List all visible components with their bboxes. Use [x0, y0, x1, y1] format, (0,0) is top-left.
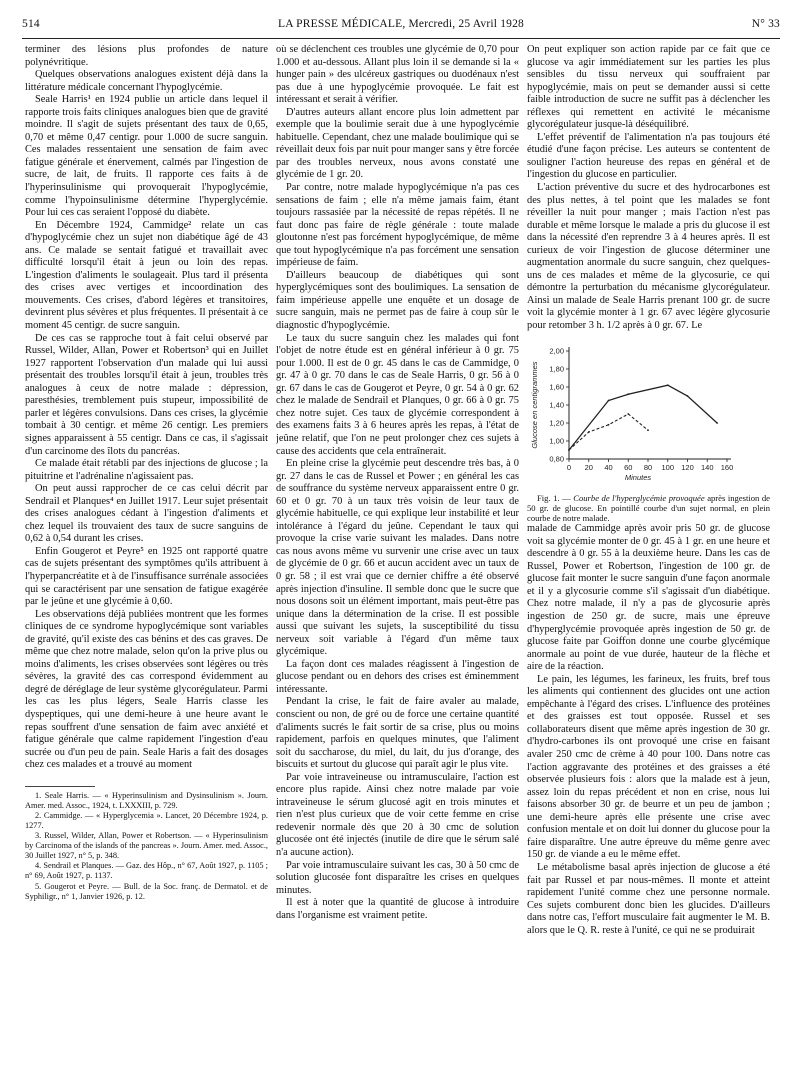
caption-label: Fig. 1. — — [537, 492, 571, 503]
data-point — [687, 395, 689, 397]
x-tick-label: 20 — [584, 462, 593, 472]
data-point — [627, 413, 629, 415]
paragraph: Le pain, les légumes, les farineux, les fruits, bref tous les aliments qui contiennent des glucides ont une action empêchante à l'égard des crises. L'influence des protéines et des graisses est tout opposée. Russel et ses collaborateurs disent que même après ingestion de 30 gr. d'hydro-carbones ils ont provoqué une crise en faisant avaler 250 cmc de crème à 40 pour 100. Dans notre cas l'action aggravante des protéines et des graisses a été observée plusieurs fois : alors que la malade est à jeun, assez loin du repas précédent et non en crise, nous lui faisons absorber 30 gr. de beurre et un peu de jambon ; une demi-heure après elle présente une crise avec confusion mentale et on doit lui donner du glucose pour la faire disparaître. Une autre épreuve du même genre avec 150 gr. de viande a eu le même effet. — [527, 673, 770, 861]
caption-text: après ingestion de 50 gr. de glucose. En pointillé courbe d'un sujet normal, en plein courbe de notre malade. — [527, 492, 770, 523]
paragraph: Le taux du sucre sanguin chez les malades qui font l'objet de notre étude est en général inférieur à 0 gr. 75 pour 1.000. Il est de 0 gr. 45 dans le cas de Cammidge, 0 gr. 47 à 0 gr. 70 dans le cas de Seale Harris, 0 gr. 56 à 0 gr. 67 dans le cas de Gougerot et Peyre, 0 gr. 54 à 0 gr. 62 chez le malade de Sendrail et Planques, 0 gr. 66 à 0 gr. 75 chez notre sujet. Ces taux de glycémie correspondent à des examens faits 3 à 6 heures après les repas, à l'état de jeûne relatif, que l'on ne peut prolonger chez ces sujets à cause des accidents que cela entraînerait. — [276, 332, 519, 457]
y-tick-label: 0,80 — [549, 454, 564, 464]
data-point — [588, 431, 590, 433]
footnote: 4. Sendrail et Planques. — Gaz. des Hôp., n° 67, Août 1927, p. 1105 ; n° 69, Août 1927, p. 1137. — [25, 861, 268, 881]
data-point — [608, 423, 610, 425]
y-axis-label: Glucose en centigrammes — [530, 361, 539, 449]
x-tick-label: 80 — [643, 462, 653, 472]
paragraph: L'action préventive du sucre et des hydrocarbones est des plus nettes, à tel point que les malades se font réveiller la nuit pour manger ; mais l'action n'est pas durable et même lorsque le malade a pris du glucose il est dans la nécessité d'en reprendre 3 à 4 heures après. Il est curieux de voir l'ingestion de glucose déterminer une augmentation anormale du sucre sanguin, chez quelques-uns de ces malades et même de la glycosurie, ce qui démontre la perturbation du mécanisme glycorégulateur. Ainsi un malade de Seale Harris prenant 100 gr. de sucre voit la glycémie monter à 1 gr. 67 avec légère glycosurie pour retomber 3 h. 1/2 après à 0 gr. 67. Le — [527, 182, 770, 332]
patient-curve — [569, 385, 717, 450]
paragraph: Pendant la crise, le fait de faire avaler au malade, conscient ou non, de gré ou de force une certaine quantité d'aliments sucrés le fait sortir de sa crise, plus ou moins rapidement, parfois en quelques minutes, que l'aliment soit du saccharose, du miel, du lait, du jus d'orange, des biscuits et surtout du glucose qui paraît agir le plus vite. — [276, 696, 519, 771]
x-tick-label: 120 — [681, 462, 694, 472]
y-tick-label: 1,40 — [549, 400, 564, 410]
x-axis-label: Minutes — [624, 472, 652, 482]
x-tick-label: 0 — [566, 462, 572, 472]
paragraph: Il est à noter que la quantité de glucose à introduire dans l'organisme est vraiment petite. — [276, 897, 519, 921]
column-3 — [527, 44, 770, 1074]
y-tick-label: 1,60 — [549, 382, 564, 392]
x-tick-label: 140 — [700, 462, 714, 472]
footnote-rule — [25, 786, 95, 787]
x-tick-label: 60 — [624, 462, 633, 472]
x-tick-label: 40 — [604, 462, 613, 472]
journal-title: LA PRESSE MÉDICALE, Mercredi, 25 Avril 1928 — [277, 18, 525, 30]
page-number: 514 — [22, 18, 40, 30]
paragraph: De ces cas se rapproche tout à fait celui observé par Russel, Wilder, Allan, Power et Robertson³ qui en Juillet 1927 rapportent l'observation d'un malade qui lui aussi présentait des troubles lorsqu'il était à jeun, troubles très analogues à ceux de notre malade : dépression, paresthésies, tremblement puis stupeur, impossibilité de parler et légères convulsions. Dans ces crises, la glycémie tombait à 30 centigr. et même 26 centigr. Les premiers signes apparaissent à 55 centigr. Dans ce cas, il s'agissait d'un carcinome des îlots du pancréas. — [25, 332, 268, 457]
paragraph: D'autres auteurs allant encore plus loin admettent par exemple que la boulimie serait due à une hypoglycémie habituelle. Cependant, chez une malade boulimique qui se réveillait deux fois par nuit pour manger sans y être forcée par des troubles nerveux, nous avons constaté une glycémie de 1 gr. 20. — [276, 106, 519, 181]
normal-subject-curve — [569, 414, 648, 450]
paragraph: L'effet préventif de l'alimentation n'a pas toujours été étudié d'une façon précise. Les auteurs se contentent de souligner l'action heureuse des repas en général et de l'ingestion du glucose en particulier. — [527, 131, 770, 181]
paragraph: terminer des lésions plus profondes de nature polynévritique. — [25, 44, 268, 68]
footnote: 5. Gougerot et Peyre. — Bull. de la Soc. franç. de Dermatol. et de Syphiligr., n° 1, Janvier 1926, p. 12. — [25, 881, 268, 901]
paragraph: D'ailleurs beaucoup de diabétiques qui sont hyperglycémiques sont des boulimiques. La sensation de faim impérieuse appelle une enquête et un dosage de sucre sanguin, mais ne permet pas de faire à coup sûr le diagnostic d'hypoglycémie. — [276, 269, 519, 332]
paragraph: Ce malade était rétabli par des injections de glucose ; la pituitrine et l'adrénaline n'agissaient pas. — [25, 458, 268, 482]
caption-title: Courbe de l'hyperglycémie provoquée — [573, 492, 705, 503]
y-tick-label: 1,20 — [549, 418, 564, 428]
data-point — [667, 384, 669, 386]
paragraph: La façon dont ces malades réagissent à l'ingestion de glucose pendant ou en dehors des crises est éminemment intéressante. — [276, 658, 519, 695]
data-point — [647, 429, 649, 431]
paragraph: Le métabolisme basal après injection de glucose a été fait par Russel et par nous-mêmes. Il monte et atteint rapidement l'unité comme chez une personne normale. Ces sujets comburent donc bien les glucides. D'ailleurs dans notre cas, l'effort musculaire fait augmenter le M. B. alors que le Q. R. reste à l'unité, ce qui ne se produirait — [527, 861, 770, 936]
header-rule — [22, 38, 780, 39]
paragraph: où se déclenchent ces troubles une glycémie de 0,70 pour 1.000 et au-dessous. Allant plus loin il se demande si la « hunger pain » des ulcéreux gastriques ou duodénaux n'est pas due à une hypoglycémie provoquée. Le fait est intéressant et serait à vérifier. — [276, 44, 519, 106]
x-tick-label: 160 — [720, 462, 734, 472]
page-header — [22, 14, 780, 38]
paragraph: Par contre, notre malade hypoglycémique n'a pas ces sensations de faim ; elle n'a même jamais faim, étant toujours rassasiée par la nécessité de repas répétés. Il ne faut donc pas faire de règle générale : toute malade gloutonne n'est pas forcément hypoglycémique, de même que tout hypoglycémique n'a pas forcément une sensation impérieuse de faim. — [276, 182, 519, 269]
footnote: 2. Cammidge. — « Hyperglycemia ». Lancet, 20 Décembre 1924, p. 1277. — [25, 810, 268, 830]
data-point — [627, 393, 629, 395]
y-tick-label: 1,00 — [549, 436, 564, 446]
data-point — [568, 449, 570, 451]
issue-number: N° 33 — [751, 18, 780, 30]
paragraph: On peut expliquer son action rapide par ce fait que ce glucose va agir immédiatement sur les parties les plus sensibles du tissu nerveux qui souffraient par hypoglycémie, mais on peut se demander aussi si cette faible introduction de sucre ne suffit pas à déclencher les réflexes qui remettent en activité le mécanisme glycorégulateur jusque-là déséquilibré. — [527, 44, 770, 131]
y-tick-label: 1,80 — [549, 364, 564, 374]
paragraph: On peut aussi rapprocher de ce cas celui décrit par Sendrail et Planques⁴ en Juillet 1917. Leur sujet présentait des crises analogues cédant à l'ingestion d'aliments et chez lequel ils trouvaient des taux de sucre sanguins de 0,62 à 0,54 durant les crises. — [25, 483, 268, 545]
column-2 — [276, 44, 519, 1074]
footnote: 1. Seale Harris. — « Hyperinsulinism and Dysinsulinism ». Journ. Amer. med. Assoc., 1924, t. LXXXIII, p. 729. — [25, 790, 268, 810]
paragraph: Les observations déjà publiées montrent que les formes cliniques de ce syndrome hypoglycémique sont variables de gravité, qu'il existe des cas bénins et des cas graves. De même que chez notre malade, selon qu'on la prive plus ou moins d'aliments, les crises observées sont légères ou très sévères, la gravité des cas correspond évidemment au degré de déréglage de leur système glycorégulateur. Parmi les cas les plus légers, Seale Harris classe les dyspeptiques, qui une demi-heure à une heure avant le repas souffrent d'une sensation de faim avec anxiété et fatigue générale que calme rapidement l'ingestion d'eau sucrée ou d'un peu de pain. Seale Haris a fait des dosages chez ces malades et a trouvé au moment — [25, 608, 268, 771]
paragraph: Enfin Gougerot et Peyre⁵ en 1925 ont rapporté quatre cas de sujets présentant des symptômes qu'ils attribuent à l'hyperpancréatite et à de l'insuffisance surrénale associées qui se caractérisent par une sensation de fatigue exagérée par le jeûne et une glycémie à 0,60. — [25, 545, 268, 608]
data-point — [716, 422, 718, 424]
paragraph: Par voie intramusculaire suivant les cas, 30 à 50 cmc de solution glucosée font disparaître les crises en quelques minutes. — [276, 859, 519, 896]
paragraph: malade de Cammidge après avoir pris 50 gr. de glucose voit sa glycémie monter de 0 gr. 45 à 1 gr. en une heure et descendre à 0 gr. 55 à la deuxième heure. Dans les cas de Russel, Power et Robertson, l'ingestion de 100 gr. de glucose fait monter le sucre sanguin d'une façon anormale et il y a glycosurie comme s'il s'agissait d'un diabétique. Chez notre malade, il n'y a pas de glycosurie après ingestion de 250 gr. de sucre, mais une épreuve d'hyperglycémie provoquée après ingestion de 50 gr. de glucose faite par Goiffon donne une courbe glycémique anormale au point de vue durée, hauteur de la flèche et aire de la réaction. — [527, 523, 770, 673]
x-tick-label: 100 — [661, 462, 675, 472]
paragraph: Seale Harris¹ en 1924 publie un article dans lequel il rapporte trois faits cliniques analogues bien que de gravité moindre. Il s'agit de sujets présentant des taux de 0,65, 0,70 et même 0,47 centigr. pour 1.000 de sucre sanguin. Ces malades ressentaient une sensation de faim avec fatigue générale et énervement, calmés par l'ingestion de sucre, de lait, de fruits. Il rapporte ces faits à de l'hyperinsulinisme qui provoquerait l'hypoglycémie, comme l'hypoinsulinisme détermine l'hyperglycémie. Pour lui ces cas seraient l'opposé du diabète. — [25, 94, 268, 219]
paragraph: En pleine crise la glycémie peut descendre très bas, à 0 gr. 27 dans le cas de Russel et Power ; en général les cas de souffrance du système nerveux apparaissent entre 0 gr. 60 et 0 gr. 70 à un taux très voisin de leur taux de glycémie habituelle, ce qui explique leur instabilité et leur intolérance à l'égard du jeûne. Cependant le taux qui provoque la crise varie suivant les malades. Dans notre cas nous avons même vu survenir une crise avec un taux de glycémie de 0 gr. 66 et aucun accident avec un taux de 0 gr. 58 ; il est vrai que ce dernier chiffre a été observé après injection d'insuline. Il semble donc que le sucre que nous dosons soit un élément important, mais peut-être pas unique dans la détermination de la crise. Il est possible aussi que suivant les sujets, la susceptibilité du tissu nerveux soit variable à l'égard d'un même taux glycémique. — [276, 458, 519, 658]
paragraph: En Décembre 1924, Cammidge² relate un cas d'hypoglycémie chez un sujet non diabétique âgé de 43 ans. Ce malade se sentait fatigué et travaillait avec difficulté lorsqu'il était à jeun ou loin des repas. L'ingestion d'aliments le soulageait. Plus tard il présenta des crises avec vertiges et incoordination des mouvements. Ces crises, d'abord légères et transitoires, devinrent plus sévères et plus fréquentes. Il présentait à ce moment 45 centigr. de sucre sanguin. — [25, 219, 268, 332]
paragraph: Par voie intraveineuse ou intramusculaire, l'action est encore plus rapide. Ainsi chez notre malade par voie intraveineuse le sérum glucosé agit en trois minutes et rien n'est plus curieux que de voir cette femme en crise redevenir normale dès que 20 à 30 cmc de solution glucosée ont été injectés (inutile de dire que le sérum salé n'a aucune action). — [276, 771, 519, 858]
figure-caption — [527, 493, 770, 524]
y-tick-label: 2,00 — [549, 346, 564, 356]
column-1 — [25, 44, 268, 1074]
glycemia-chart — [527, 341, 770, 491]
paragraph: Quelques observations analogues existent déjà dans la littérature médicale concernant l'hypoglycémie. — [25, 69, 268, 93]
data-point — [608, 399, 610, 401]
figure-1 — [527, 341, 770, 491]
footnote: 3. Russel, Wilder, Allan, Power et Robertson. — « Hyperinsulinism by Carcinoma of the islands of the pancreas ». Journ. Amer. med. Assoc., 30 Juillet 1927, n° 5, p. 348. — [25, 831, 268, 861]
